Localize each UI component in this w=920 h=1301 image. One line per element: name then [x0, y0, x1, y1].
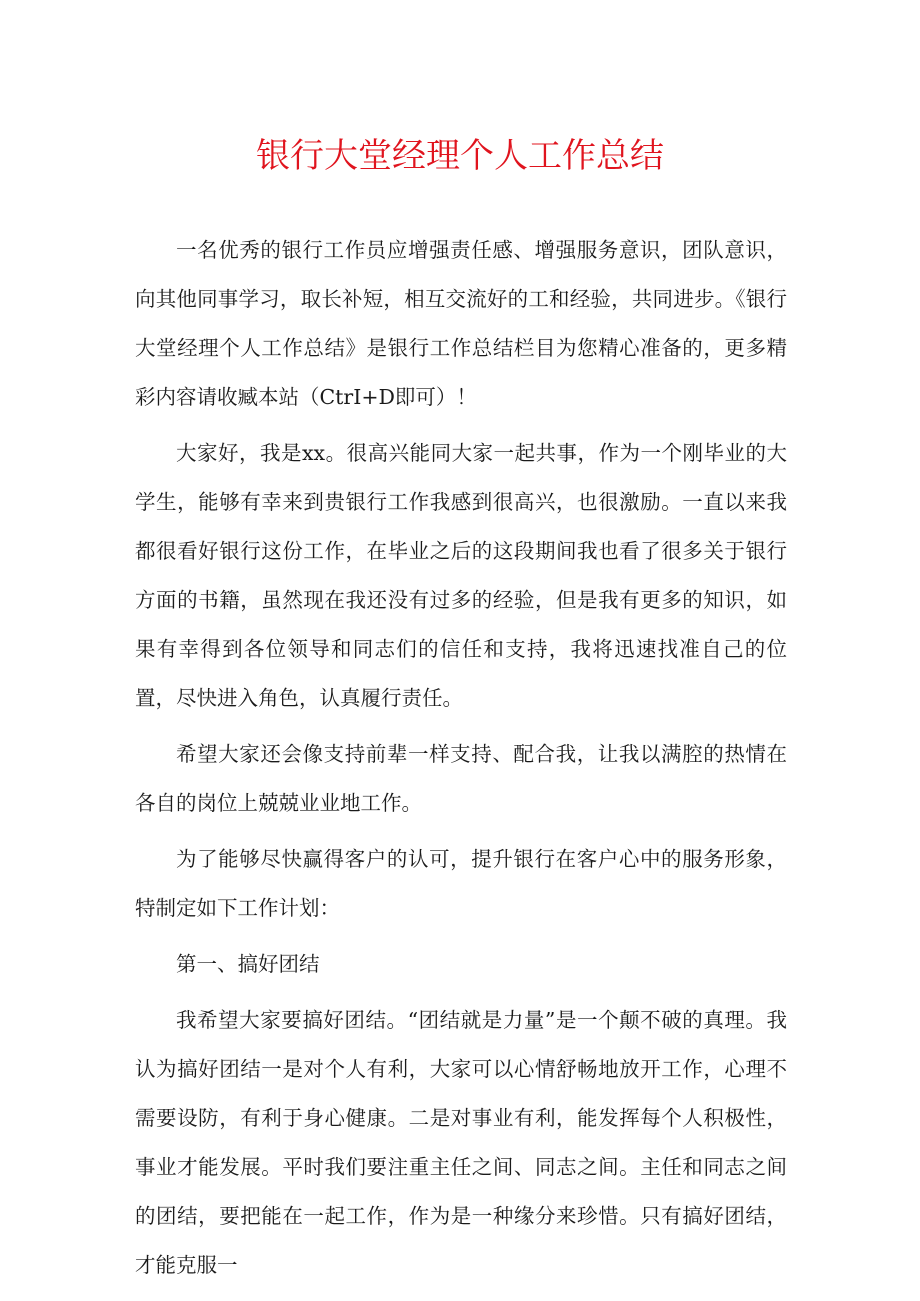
- paragraph-hope: 希望大家还会像支持前辈一样支持、配合我，让我以满腔的热情在各自的岗位上兢兢业业地工作。: [135, 742, 787, 815]
- section-heading-unity: 第一、搞好团结: [176, 952, 320, 976]
- paragraph-intro: 一名优秀的银行工作员应增强责任感、增强服务意识，团队意识，向其他同事学习，取长补短，相互交流好的工和经验，共同进步。《银行大堂经理个人工作总结》是银行工作总结栏目为您精心准备的，更多精彩内容请收臧本站（CtrI+D即可）！: [135, 238, 787, 409]
- paragraph-unity: 我希望大家要搞好团结。“团结就是力量”是一个颠不破的真理。我认为搞好团结一是对个人有利，大家可以心情舒畅地放开工作，心理不需要设防，有利于身心健康。二是对事业有利，能发挥每个人积极性，事业才能发展。平时我们要注重主任之间、同志之间。主任和同志之间的团结，要把能在一起工作，作为是一种缘分来珍惜。只有搞好团结，才能克服一: [135, 1008, 787, 1277]
- document-title: 银行大堂经理个人工作总结: [256, 136, 664, 176]
- paragraph-plan-intro: 为了能够尽快赢得客户的认可，提升银行在客户心中的服务形象，特制定如下工作计划：: [135, 847, 787, 920]
- paragraph-greeting: 大家好，我是xx。很高兴能同大家一起共事，作为一个刚毕业的大学生，能够有幸来到贵银行工作我感到很高兴，也很激励。一直以来我都很看好银行这份工作，在毕业之后的这段期间我也看了很多关于银行方面的书籍，虽然现在我还没有过多的经验，但是我有更多的知识，如果有幸得到各位领导和同志们的信任和支持，我将迅速找准自己的位置，尽快进入角色，认真履行责任。: [135, 441, 787, 710]
- document-body: [135, 226, 787, 1297]
